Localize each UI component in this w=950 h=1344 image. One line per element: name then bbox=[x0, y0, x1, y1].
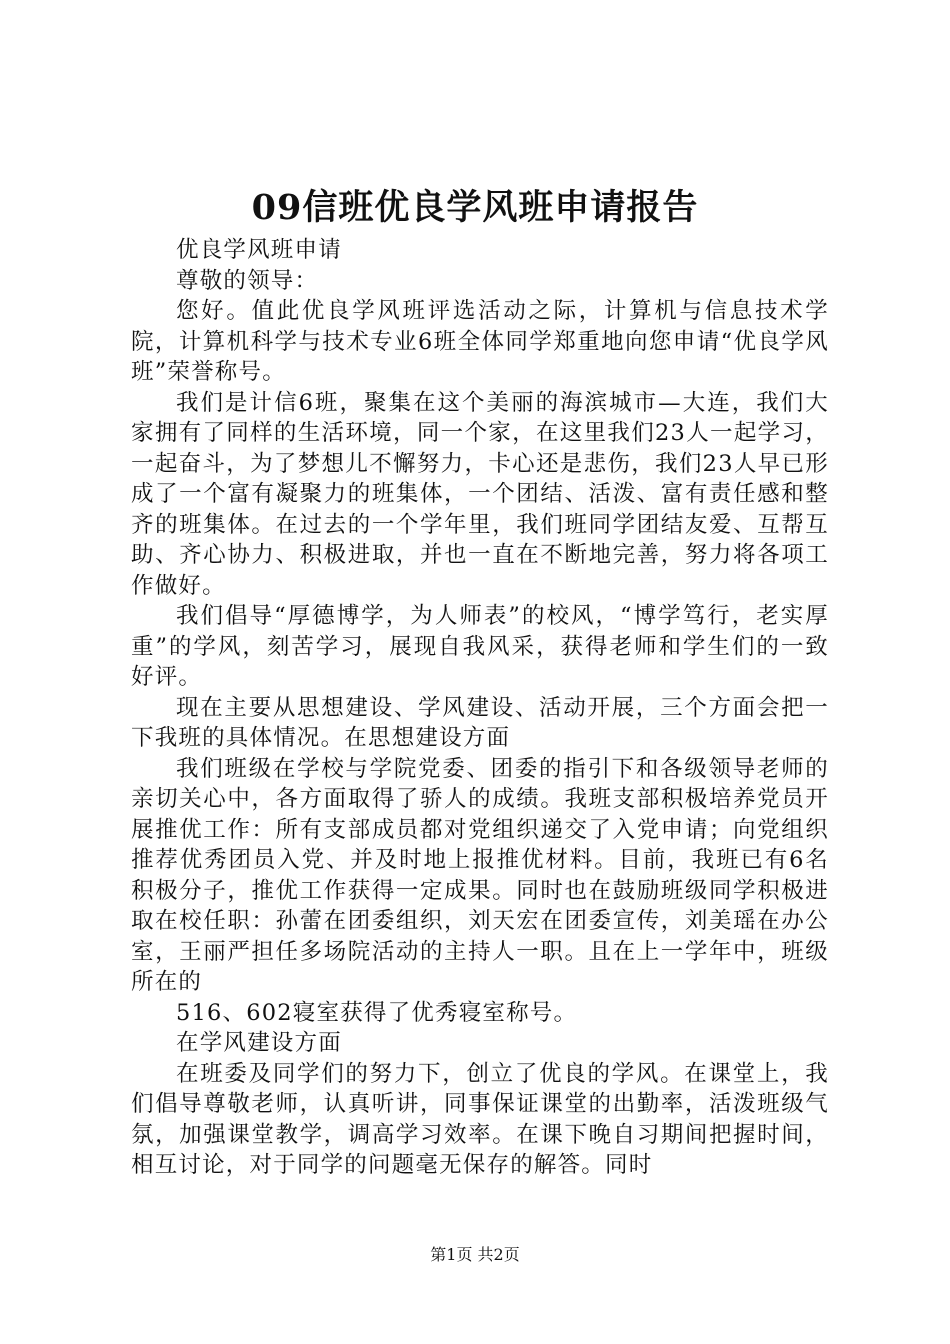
document-body bbox=[131, 235, 829, 1181]
document-title: 09信班优良学风班申请报告 bbox=[251, 187, 699, 228]
paragraph: 516、602寝室获得了优秀寝室称号。 bbox=[176, 999, 578, 1026]
paragraph: 您好。值此优良学风班评选活动之际，计算机与信息技术学院，计算机科学与技术专业6班全体同学郑重地向您申请“优良学风班”荣誉称号。 bbox=[131, 298, 829, 385]
paragraph: 现在主要从思想建设、学风建设、活动开展，三个方面会把一下我班的具体情况。在思想建设方面 bbox=[131, 694, 829, 751]
paragraph: 我们班级在学校与学院党委、团委的指引下和各级领导老师的亲切关心中，各方面取得了骄人的成绩。我班支部积极培养党员开展推优工作：所有支部成员都对党组织递交了入党申请；向党组织推荐优秀团员入党、并及时地上报推优材料。目前，我班已有6名积极分子，推优工作获得一定成果。同时也在鼓励班级同学积极进取在校任职：孙蕾在团委组织，刘天宏在团委宣传，刘美瑶在办公室，王丽严担任多场院活动的主持人一职。且在上一学年中，班级所在的 bbox=[131, 755, 829, 995]
paragraph: 在班委及同学们的努力下，创立了优良的学风。在课堂上，我们倡导尊敬老师，认真听讲，同事保证课堂的出勤率，活泼班级气氛，加强课堂教学，调高学习效率。在课下晚自习期间把握时间，相互讨论，对于同学的问题毫无保存的解答。同时 bbox=[131, 1060, 829, 1178]
paragraph: 我们倡导“厚德博学，为人师表”的校风，“博学笃行，老实厚重”的学风，刻苦学习，展现自我风采，获得老师和学生们的一致好评。 bbox=[131, 603, 829, 690]
page-footer: 第1页 共2页 bbox=[430, 1245, 520, 1264]
paragraph: 在学风建设方面 bbox=[176, 1030, 342, 1056]
paragraph: 优良学风班申请 bbox=[176, 237, 342, 263]
paragraph: 尊敬的领导： bbox=[176, 267, 319, 294]
paragraph: 我们是计信6班，聚集在这个美丽的海滨城市—大连，我们大家拥有了同样的生活环境，同一个家，在这里我们23人一起学习，一起奋斗，为了梦想儿不懈努力，卡心还是悲伤，我们23人早已形成了一个富有凝聚力的班集体，一个团结、活泼、富有责任感和整齐的班集体。在过去的一个学年里，我们班同学团结友爱、互帮互助、齐心协力、积极进取，并也一直在不断地完善，努力将各项工作做好。 bbox=[131, 389, 829, 599]
